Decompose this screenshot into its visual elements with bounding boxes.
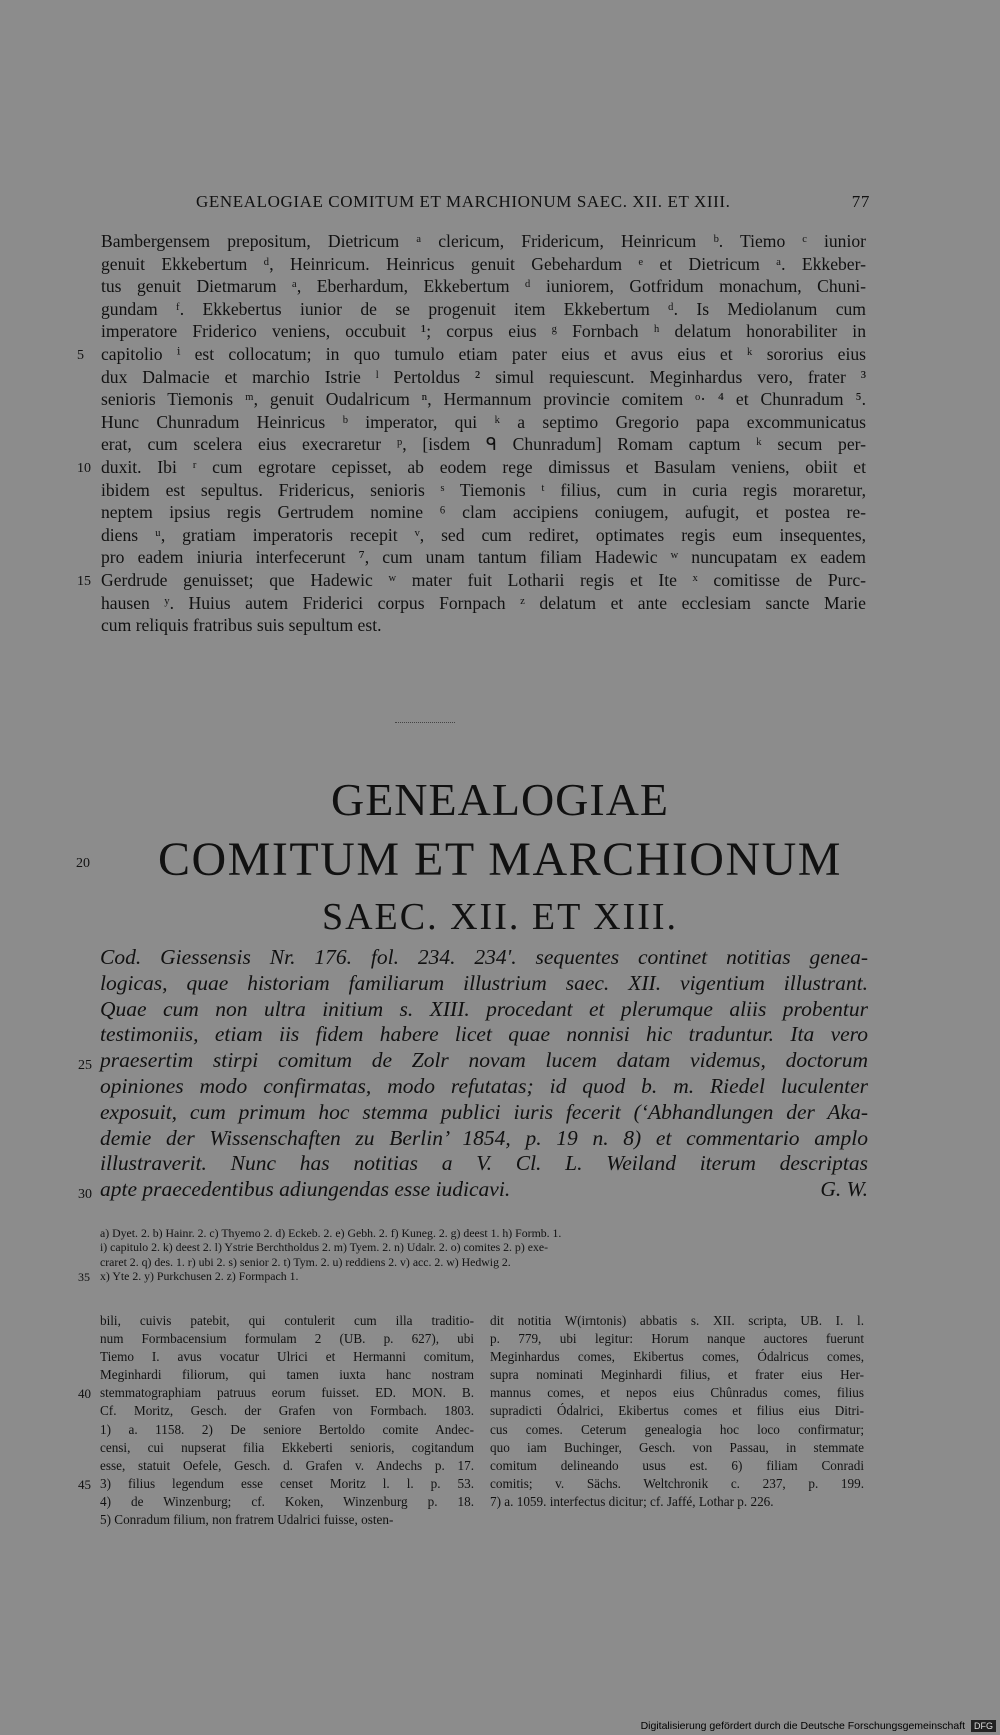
commentary-line: comitis; v. Sächs. Weltchronik c. 237, p. 199. bbox=[490, 1475, 864, 1491]
body-text-line: ibidem est sepultus. Fridericus, senioris ˢ Tiemonis ᵗ filius, cum in curia regis moraretur, bbox=[101, 479, 866, 500]
commentary-line: Tiemo I. avus vocatur Ulrici et Hermanni comitum, bbox=[100, 1349, 474, 1365]
intro-text-line: Quae cum non ultra initium s. XIII. procedant et plerumque aliis probentur bbox=[100, 996, 868, 1021]
intro-text-line: opiniones modo confirmatas, modo refutatas; id quod b. m. Riedel luculenter bbox=[100, 1073, 868, 1098]
body-text-line: senioris Tiemonis ᵐ, genuit Oudalricum ⁿ, Hermannum provincie comitem ᵒ· ⁴ et Chunradum ⁵. bbox=[101, 389, 866, 410]
line-number: 20 bbox=[76, 856, 90, 871]
body-text-line: hausen ʸ. Huius autem Friderici corpus Fornpach ᶻ delatum et ante ecclesiam sancte Marie bbox=[101, 592, 866, 613]
body-text-line: gundam ᶠ. Ekkebertus iunior de se progenuit item Ekkebertum ᵈ. Is Mediolanum cum bbox=[101, 298, 866, 319]
commentary-line: comitum delineando usus est. 6) filiam Conradi bbox=[490, 1457, 864, 1473]
commentary-line: dit notitia W(irntonis) abbatis s. XII. scripta, UB. I. l. bbox=[490, 1313, 864, 1328]
line-number: 5 bbox=[77, 347, 84, 363]
line-number: 40 bbox=[78, 1386, 91, 1402]
commentary-line: num Formbacensium formulam 2 (UB. p. 627), ubi bbox=[100, 1331, 474, 1347]
body-text-line: cum reliquis fratribus suis sepultum est. bbox=[101, 615, 382, 636]
line-number: 45 bbox=[78, 1476, 91, 1492]
running-header bbox=[100, 192, 870, 218]
commentary-line: p. 779, ubi legitur: Horum nanque auctores fuerunt bbox=[490, 1331, 864, 1347]
footnote-line: a) Dyet. 2. b) Hainr. 2. c) Thyemo 2. d) Eckeb. 2. e) Gebh. 2. f) Kuneg. 2. g) deest 1. h) Formb. 1. bbox=[100, 1226, 562, 1240]
credit-text: Digitalisierung gefördert durch die Deutsche Forschungsgemeinschaft bbox=[640, 1720, 966, 1732]
intro-text-line: logicas, quae historiam familiarum illustrium saec. XII. vigentium illustrant. bbox=[100, 970, 868, 995]
section-separator bbox=[395, 722, 455, 723]
commentary-line: Meginhardi filiorum, qui tamen iuxta hanc nostram bbox=[100, 1367, 474, 1383]
commentary-line: 7) a. 1059. interfectus dicitur; cf. Jaffé, Lothar p. 226. bbox=[490, 1493, 774, 1509]
editor-signature: G. W. bbox=[820, 1177, 868, 1202]
intro-text-line: testimoniis, etiam iis fidem habere licet quae nonnisi hic traduntur. Ita vero bbox=[100, 1022, 868, 1047]
footnote-line: x) Yte 2. y) Purkchusen 2. z) Formpach 1. 35 bbox=[78, 1268, 299, 1284]
body-text-line: Bambergensem prepositum, Dietricum ᵃ clericum, Fridericum, Heinricum ᵇ. Tiemo ᶜ iunior bbox=[101, 231, 866, 251]
commentary-line: bili, cuivis patebit, qui contulerit cum illa traditio- bbox=[100, 1313, 474, 1328]
intro-text-line: apte praecedentibus adiungendas esse iudicavi. 30 G. W. bbox=[100, 1177, 868, 1203]
commentary-right-column bbox=[490, 1312, 864, 1511]
footnotes bbox=[78, 1226, 866, 1284]
commentary-line: cus comes. Ceterum genealogia hoc loco confirmatur; bbox=[490, 1421, 864, 1437]
body-text-line: Gerdrude genuisset; que Hadewic ʷ mater fuit Lotharii regis et Ite ˣ comitisse de Purc- 15 bbox=[101, 569, 866, 592]
body-text-line: Hunc Chunradum Heinricus ᵇ imperator, qui ᵏ a septimo Gregorio papa excommunicatus bbox=[101, 411, 866, 432]
commentary-line: Cf. Moritz, Gesch. der Grafen von Formbach. 1803. bbox=[100, 1403, 474, 1419]
commentary-line: quo iam Buchinger, Gesch. von Passau, in stemmate bbox=[490, 1439, 864, 1455]
main-title-line2-text: COMITUM ET MARCHIONUM bbox=[158, 833, 842, 886]
commentary-line: mannus comes, et nepos eius Chûnradus comes, filius bbox=[490, 1385, 864, 1401]
body-text-line: diens ᵘ, gratiam imperatoris recepit ᵛ, sed cum rediret, optimates regis eum insequentes, bbox=[101, 524, 866, 545]
main-title-line1: GENEALOGIAE bbox=[330, 774, 670, 825]
intro-text-line: illustraverit. Nunc has notitias a V. Cl. L. Weiland iterum descriptas bbox=[100, 1151, 868, 1176]
main-title-line2 bbox=[0, 832, 1000, 887]
commentary-left-column bbox=[78, 1312, 474, 1529]
running-title: GENEALOGIAE COMITUM ET MARCHIONUM SAEC. XII. ET XIII. bbox=[196, 192, 731, 211]
commentary-line: supra nominati Meginhardi filius, et frater eius Her- bbox=[490, 1367, 864, 1383]
digitization-credit bbox=[641, 1720, 996, 1732]
line-number: 25 bbox=[78, 1058, 92, 1074]
body-text-line: dux Dalmacie et marchio Istrie ˡ Pertoldus ² simul requiescunt. Meginhardus vero, frater ³ bbox=[101, 366, 866, 387]
page-number: 77 bbox=[851, 192, 870, 211]
body-text-line: neptem ipsius regis Gertrudem nomine ⁶ clam accipiens coniugem, aufugit, et postea re- bbox=[101, 502, 866, 523]
introduction-text bbox=[78, 945, 868, 1203]
intro-text-line: demie der Wissenschaften zu Berlin’ 1854, p. 19 n. 8) et commentario amplo bbox=[100, 1125, 868, 1150]
body-text-line: erat, cum scelera eius execraretur ᵖ, [isdem ᑫ Chunradum] Romam captum ᵏ secum per- bbox=[101, 434, 866, 455]
intro-text-line: exposuit, cum primum hoc stemma publici iuris fecerit (‘Abhandlungen der Aka- bbox=[100, 1099, 868, 1124]
body-text-line: genuit Ekkebertum ᵈ, Heinricum. Heinricus genuit Gebehardum ᵉ et Dietricum ᵃ. Ekkeber- bbox=[101, 253, 866, 274]
main-title-line3: SAEC. XII. ET XIII. bbox=[321, 896, 679, 938]
commentary-line: 5) Conradum filium, non fratrem Udalrici fuisse, osten- bbox=[100, 1512, 394, 1528]
line-number: 10 bbox=[77, 460, 91, 476]
intro-text-line: praesertim stirpi comitum de Zolr novam lucem datam videmus, doctorum 25 bbox=[100, 1048, 868, 1074]
commentary-line: 4) de Winzenburg; cf. Koken, Winzenburg p. 18. bbox=[100, 1493, 474, 1509]
body-text-line: capitolio ⁱ est collocatum; in quo tumulo etiam pater eius et avus eius et ᵏ sororius eius 5 bbox=[101, 343, 866, 366]
body-text-line: tus genuit Dietmarum ᵃ, Eberhardum, Ekkebertum ᵈ iuniorem, Gotfridum monachum, Chuni- bbox=[101, 276, 866, 297]
dfg-logo: DFG bbox=[971, 1720, 996, 1732]
commentary-line: 1) a. 1158. 2) De seniore Bertoldo comite Andec- bbox=[100, 1421, 474, 1437]
commentary-line: supradicti Ódalrici, Ekibertus comes et filius eius Ditri- bbox=[490, 1403, 864, 1419]
footnote-line: craret 2. q) des. 1. r) ubi 2. s) senior 2. t) Tym. 2. u) reddiens 2. v) acc. 2. w) Hedwig 2. bbox=[100, 1254, 511, 1269]
commentary-line: 3) filius legendum esse censet Moritz l. l. p. 53. 45 bbox=[100, 1475, 474, 1493]
body-text-line: duxit. Ibi ʳ cum egrotare cepisset, ab eodem rege dimissus et Basulam veniens, obiit et 10 bbox=[101, 456, 866, 479]
line-number: 35 bbox=[78, 1269, 90, 1284]
commentary-line: Meginhardus comes, Ekibertus comes, Ódalricus comes, bbox=[490, 1349, 864, 1365]
commentary-line: censi, cui nupserat filia Ekkeberti senioris, cogitandum bbox=[100, 1439, 474, 1455]
intro-text-line: Cod. Giessensis Nr. 176. fol. 234. 234ʹ. sequentes continet notitias genea- bbox=[100, 945, 868, 969]
commentary-line: stemmatographiam patruus eorum fuisset. ED. MON. B. 40 bbox=[100, 1384, 474, 1402]
body-text-line: pro eadem iniuria interfecerunt ⁷, cum unam tantum filiam Hadewic ʷ nuncupatam ex eadem bbox=[101, 547, 866, 568]
footnote-line: i) capitulo 2. k) deest 2. l) Ystrie Berchtholdus 2. m) Tyem. 2. n) Udalr. 2. o) comites 2. p) exe- bbox=[100, 1240, 549, 1255]
commentary-line: esse, statuit Oefele, Gesch. d. Grafen v. Andechs p. 17. bbox=[100, 1457, 474, 1473]
body-text-top bbox=[77, 230, 866, 637]
line-number: 30 bbox=[78, 1187, 92, 1203]
line-number: 15 bbox=[77, 573, 91, 589]
body-text-line: imperatore Friderico veniens, occubuit ¹; corpus eius ᵍ Fornbach ʰ delatum honorabiliter in bbox=[101, 321, 866, 342]
